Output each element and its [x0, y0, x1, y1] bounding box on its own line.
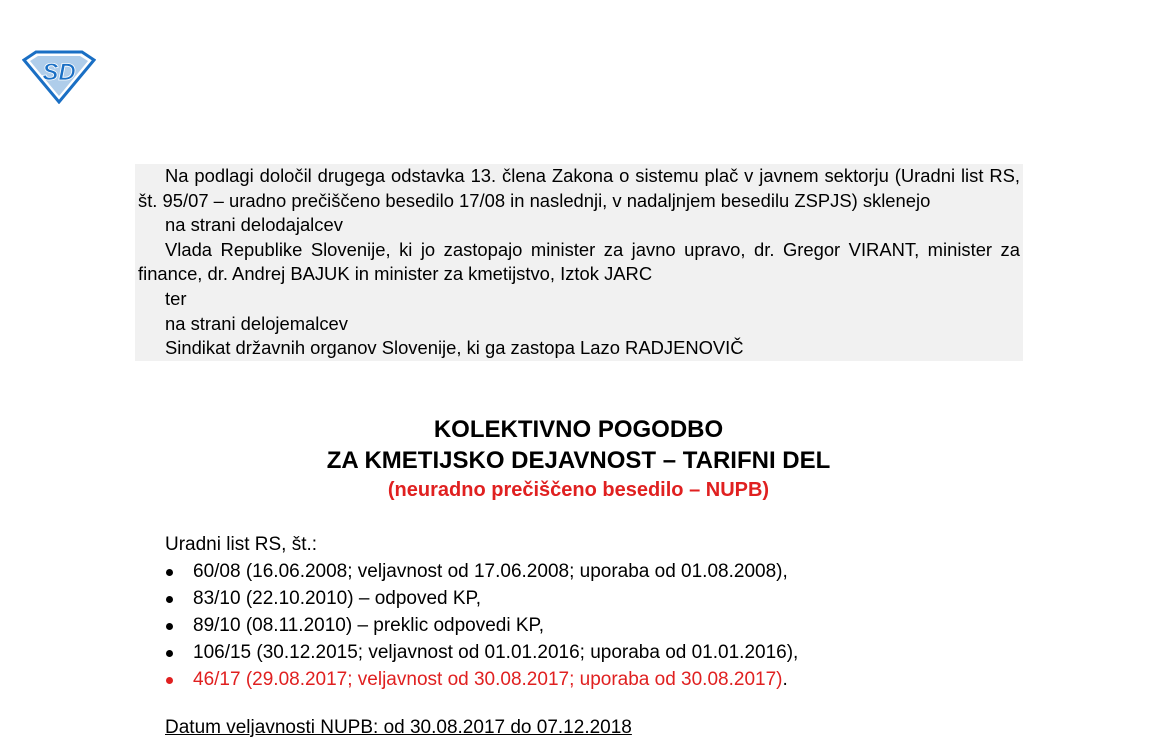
preamble-employees-label: na strani delojemalcev — [165, 312, 348, 334]
preamble-block — [135, 164, 1023, 361]
bullet-icon — [166, 596, 173, 603]
preamble-ter: ter — [165, 287, 187, 309]
gazette-list — [165, 558, 798, 693]
list-item: 106/15 (30.12.2015; veljavnost od 01.01.2016; uporaba od 01.01.2016), — [165, 639, 798, 666]
bullet-icon — [166, 677, 173, 684]
gazette-references — [165, 531, 798, 693]
list-item: 60/08 (16.06.2008; veljavnost od 17.06.2008; uporaba od 01.08.2008), — [165, 558, 798, 585]
preamble-employers: Vlada Republike Slovenije, ki jo zastopajo minister za javno upravo, dr. Gregor VIRANT, minister za finance, dr. Andrej BAJUK in minister za kmetijstvo, Iztok JARC — [138, 238, 1020, 285]
list-item: 83/10 (22.10.2010) – odpoved KP, — [165, 585, 798, 612]
gazette-heading: Uradni list RS, št.: — [165, 534, 318, 555]
preamble-employers-label: na strani delodajalcev — [165, 214, 343, 236]
preamble-intro: Na podlagi določil drugega odstavka 13. člena Zakona o sistemu plač v javnem sektorju (Uradni list RS, št. 95/07 – uradno prečiščeno besedilo 17/08 in naslednji, v nadaljnjem besedilu ZSPJS) sklenejo — [138, 165, 1020, 211]
bullet-icon — [166, 623, 173, 630]
svg-text:SD: SD — [42, 59, 76, 86]
title-subtitle: (neuradno prečiščeno besedilo – NUPB) — [387, 479, 770, 501]
list-item: 89/10 (08.11.2010) – preklic odpovedi KP, — [165, 612, 798, 639]
document-title — [0, 414, 1157, 504]
preamble-employees: Sindikat državnih organov Slovenije, ki ga zastopa Lazo RADJENOVIČ — [165, 337, 744, 359]
list-item-highlighted: 46/17 (29.08.2017; veljavnost od 30.08.2017; uporaba od 30.08.2017). — [165, 666, 798, 693]
bullet-icon — [166, 650, 173, 657]
bullet-icon — [166, 569, 173, 576]
validity-date: Datum veljavnosti NUPB: od 30.08.2017 do 07.12.2018 — [165, 717, 632, 738]
title-line-2: ZA KMETIJSKO DEJAVNOST – TARIFNI DEL — [326, 447, 831, 474]
sd-shield-logo-icon — [22, 48, 96, 104]
title-line-1: KOLEKTIVNO POGODBO — [433, 416, 724, 443]
